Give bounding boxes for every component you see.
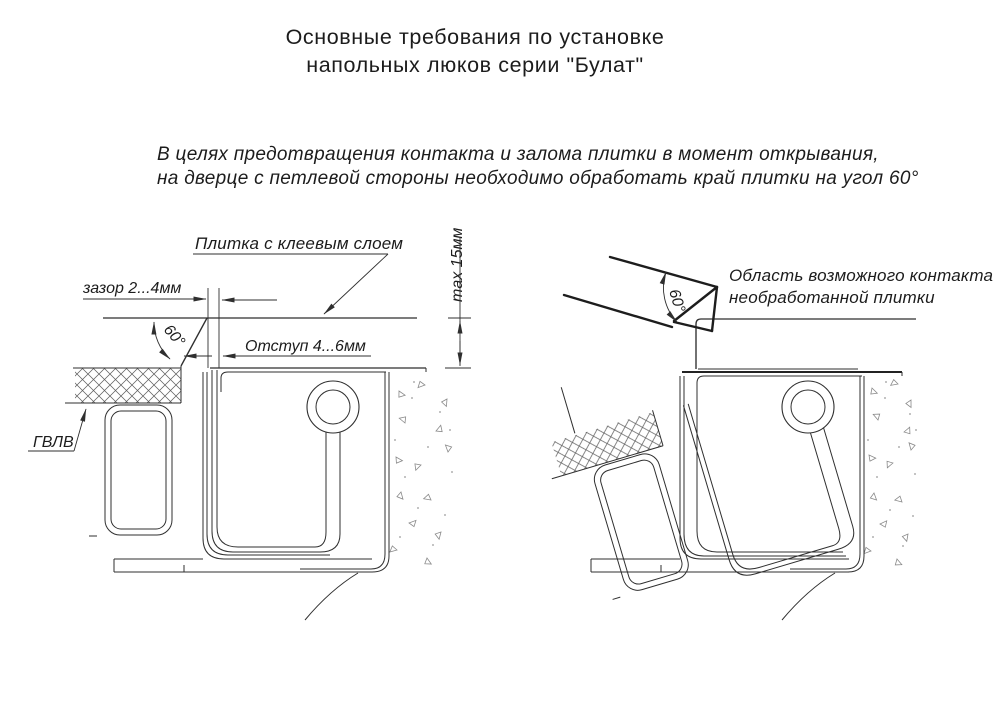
max-height-label: max 15мм <box>449 227 466 302</box>
door-profile-open <box>528 319 858 621</box>
closed-hatch-section-view <box>28 228 471 620</box>
contact-label-line1: Область возможного контакта <box>729 266 994 285</box>
angle-label-left: 60° <box>159 321 189 351</box>
requirement-note <box>157 144 919 189</box>
bevel-angle-dimension-left <box>154 321 188 359</box>
gvl-label: ГВЛВ <box>33 434 74 451</box>
gap-label: зазор 2...4мм <box>83 280 182 297</box>
title-line2: напольных люков серии "Булат" <box>306 53 644 77</box>
tile-callout <box>193 234 403 314</box>
bevel-angle-dimension-right <box>663 272 688 322</box>
fixed-tile-right <box>696 319 916 369</box>
hinge-pivot-left <box>307 381 359 433</box>
gvl-callout <box>28 409 86 451</box>
hinge-pivot-right <box>782 381 834 433</box>
title-line1: Основные требования по установке <box>285 25 665 49</box>
drawing-title <box>286 25 665 77</box>
concrete-texture-right <box>862 379 917 568</box>
open-hatch-section-view <box>528 257 993 622</box>
concrete-texture-left <box>388 380 453 567</box>
tile-label: Плитка с клеевым слоем <box>195 234 404 253</box>
offset-label: Отступ 4...6мм <box>245 338 366 355</box>
gap-dimension <box>82 280 277 300</box>
contact-area-highlight <box>564 257 717 331</box>
frame-profile-right <box>591 372 902 620</box>
max-height-dimension <box>449 228 466 366</box>
note-line1: В целях предотвращения контакта и залома плитки в момент открывания, <box>157 144 879 165</box>
contact-label-line2: необработанной плитки <box>729 288 935 307</box>
note-line2: на дверце с петлевой стороны необходимо обработать край плитки на угол 60° <box>157 168 919 189</box>
angle-label-right: 60° <box>665 287 689 315</box>
contact-area-callout <box>729 266 993 307</box>
offset-dimension <box>184 338 371 356</box>
gvl-slab <box>65 366 181 403</box>
